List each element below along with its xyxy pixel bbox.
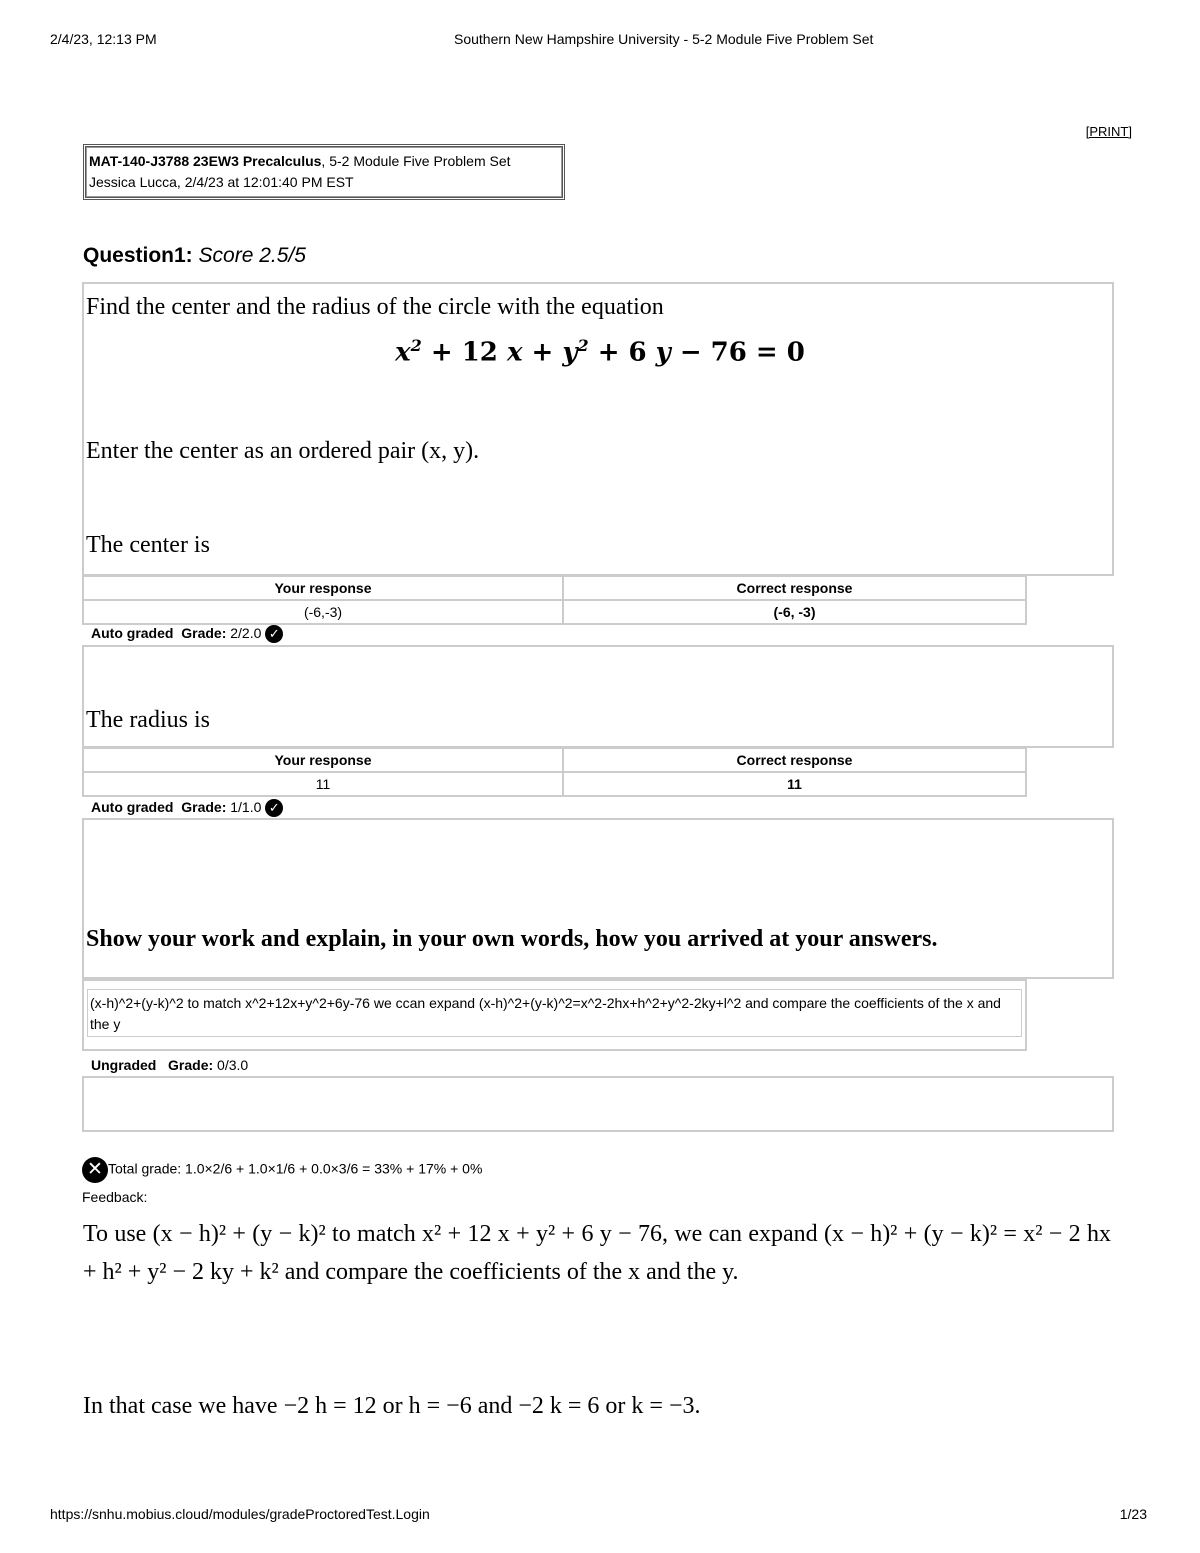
work-ungraded: Ungraded [91, 1057, 157, 1073]
question-panel-work [82, 818, 1114, 979]
your-response-header: Your response [83, 748, 563, 772]
radius-grade-value: 1/1.0 [230, 799, 262, 815]
center-instruction: Enter the center as an ordered pair (x, y). [86, 438, 480, 464]
feedback-paragraph-1: To use (x − h)² + (y − k)² to match x² + 12 x + y² + 6 y − 76, we can expand (x − h)² + (y − k)² = x² − 2 hx + h² + y² − 2 ky + k² and compare the coefficients of the x and the y. [83, 1221, 1111, 1285]
student-line: Jessica Lucca, 2/4/23 at 12:01:40 PM EST [89, 174, 354, 190]
center-label: The center is [86, 532, 210, 558]
circle-equation: $x^2 + 12$ $x + y^2 + 6$ y − 76 = 0 [395, 336, 805, 368]
center-response-table [82, 575, 1027, 625]
radius-auto-graded: Auto graded [91, 799, 174, 815]
assignment-info-box [83, 144, 565, 200]
question-score: Score 2.5/5 [198, 244, 306, 267]
radius-your-response: 11 [83, 772, 563, 796]
print-page-number: 1/23 [1119, 1506, 1147, 1522]
total-grade [82, 1157, 482, 1183]
center-your-response: (-6,-3) [83, 600, 563, 624]
correct-response-header: Correct response [563, 748, 1026, 772]
work-response-text: (x-h)^2+(y-k)^2 to match x^2+12x+y^2+6y-76 we ccan expand (x-h)^2+(y-k)^2=x^2-2hx+h^2+y^2-2ky+l^2 and compare the coefficients of the x and the y [87, 989, 1022, 1037]
feedback-label: Feedback: [82, 1189, 148, 1205]
check-circle-icon: ✓ [265, 625, 283, 643]
question-prompt: Find the center and the radius of the circle with the equation [86, 294, 664, 320]
your-response-header: Your response [83, 576, 563, 600]
assignment-name: , 5-2 Module Five Problem Set [321, 153, 511, 169]
question-panel-radius [82, 645, 1114, 748]
check-circle-icon: ✓ [265, 799, 283, 817]
print-page-title: Southern New Hampshire University - 5-2 Module Five Problem Set [454, 31, 874, 47]
x-circle-icon: ✕ [82, 1157, 108, 1183]
radius-grade-label: Grade: [181, 799, 227, 815]
radius-grade [91, 799, 283, 817]
course-name: MAT-140-J3788 23EW3 Precalculus [89, 153, 322, 169]
radius-label: The radius is [86, 707, 210, 733]
question-panel-center [82, 282, 1114, 576]
radius-response-table [82, 747, 1027, 797]
radius-correct-response: 11 [563, 772, 1026, 796]
empty-panel [82, 1076, 1114, 1132]
print-datetime: 2/4/23, 12:13 PM [50, 31, 157, 47]
center-grade-label: Grade: [181, 625, 227, 641]
print-url: https://snhu.mobius.cloud/modules/gradeProctoredTest.Login [50, 1506, 430, 1522]
work-prompt: Show your work and explain, in your own words, how you arrived at your answers. [86, 926, 938, 952]
question-label: Question1: [83, 244, 193, 267]
work-grade [91, 1057, 248, 1073]
feedback-paragraph-2: In that case we have −2 h = 12 or h = −6 and −2 k = 6 or k = −3. [83, 1393, 701, 1419]
work-grade-value: 0/3.0 [217, 1057, 249, 1073]
center-correct-response: (-6, -3) [563, 600, 1026, 624]
center-grade [91, 625, 283, 643]
work-response-box [82, 979, 1027, 1051]
question-title [83, 244, 306, 268]
center-grade-value: 2/2.0 [230, 625, 262, 641]
total-grade-text: Total grade: 1.0×2/6 + 1.0×1/6 + 0.0×3/6 = 33% + 17% + 0% [108, 1160, 483, 1177]
print-link[interactable]: [PRINT] [1085, 124, 1132, 139]
center-auto-graded: Auto graded [91, 625, 174, 641]
work-grade-label: Grade: [168, 1057, 214, 1073]
course-line [89, 151, 559, 172]
correct-response-header: Correct response [563, 576, 1026, 600]
